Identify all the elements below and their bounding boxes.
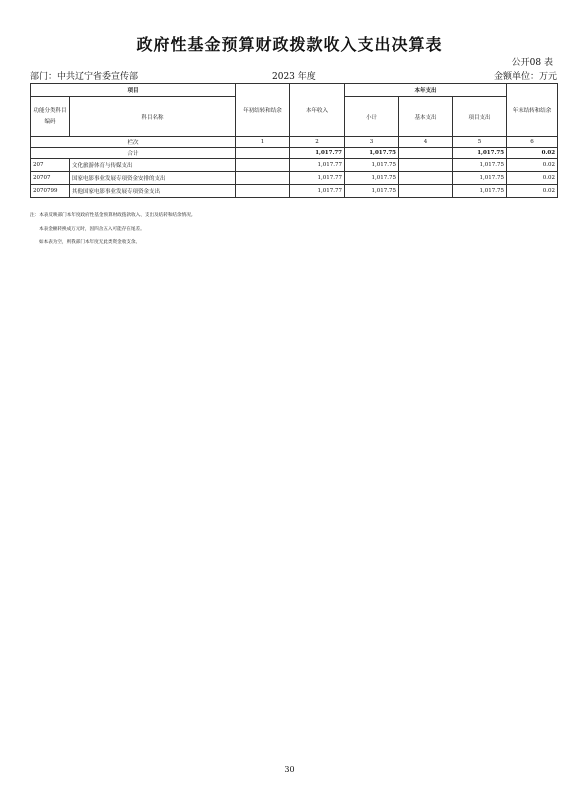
row-beginning [236,185,290,198]
table-row [31,159,558,172]
row-project: 1,017.75 [453,172,507,185]
header-subtotal: 小计 [345,97,399,137]
row-beginning [236,172,290,185]
row-basic [399,159,453,172]
table-row [31,185,558,198]
total-beginning [236,148,290,159]
row-income: 1,017.77 [290,172,345,185]
total-label: 合计 [31,148,236,159]
table-row [31,172,558,185]
header-expenditure: 本年支出 [345,84,507,97]
total-row [31,148,558,159]
form-code: 公开08 表 [511,58,553,68]
row-code: 20707 [31,172,70,185]
header-project: 项目 [31,84,236,97]
row-income: 1,017.77 [290,185,345,198]
header-subject-name: 科目名称 [70,97,236,137]
row-beginning [236,159,290,172]
total-project: 1,017.75 [453,148,507,159]
column-number: 2 [290,137,345,148]
row-subtotal: 1,017.75 [345,185,399,198]
note-line: 注：本表反映部门本年度政府性基金预算财政拨款收入、支出及结转和结余情况。 [30,213,196,218]
total-subtotal: 1,017.75 [345,148,399,159]
row-code: 2070799 [31,185,70,198]
header-func-code: 功能分类科目编码 [31,97,70,137]
row-project: 1,017.75 [453,159,507,172]
column-number: 5 [453,137,507,148]
row-ending: 0.02 [507,172,558,185]
budget-table [30,83,558,198]
note-line: 如本表为空，则我部门本年度无此类资金收支余。 [39,240,141,245]
row-basic [399,172,453,185]
table-notes [30,209,195,250]
fiscal-year: 2023 年度 [272,72,316,82]
column-number: 1 [236,137,290,148]
row-name: 其他国家电影事业发展专项资金支出 [70,185,236,198]
row-ending: 0.02 [507,185,558,198]
page-number: 30 [284,765,295,774]
column-number: 4 [399,137,453,148]
total-income: 1,017.77 [290,148,345,159]
total-basic [399,148,453,159]
column-number: 6 [507,137,558,148]
row-project: 1,017.75 [453,185,507,198]
header-beginning-balance: 年初结转和结余 [236,84,290,137]
header-ending-balance: 年末结转和结余 [507,84,558,137]
report-title: 政府性基金预算财政拨款收入支出决算表 [136,35,443,54]
amount-unit: 金额单位：万元 [493,72,557,82]
row-income: 1,017.77 [290,159,345,172]
header-income: 本年收入 [290,84,345,137]
report-meta [30,69,557,82]
department-label: 部门：中共辽宁省委宣传部 [30,72,139,82]
row-ending: 0.02 [507,159,558,172]
header-basic: 基本支出 [399,97,453,137]
row-basic [399,185,453,198]
total-ending: 0.02 [507,148,558,159]
header-project-exp: 项目支出 [453,97,507,137]
column-no-label: 栏次 [31,137,236,148]
column-number: 3 [345,137,399,148]
row-subtotal: 1,017.75 [345,159,399,172]
row-subtotal: 1,017.75 [345,172,399,185]
note-line: 本表金额转换成万元时，因四舍五入可能存在尾差。 [39,226,145,232]
row-name: 国家电影事业发展专项资金安排的支出 [70,172,236,185]
row-name: 文化旅游体育与传媒支出 [70,159,236,172]
row-code: 207 [31,159,70,172]
